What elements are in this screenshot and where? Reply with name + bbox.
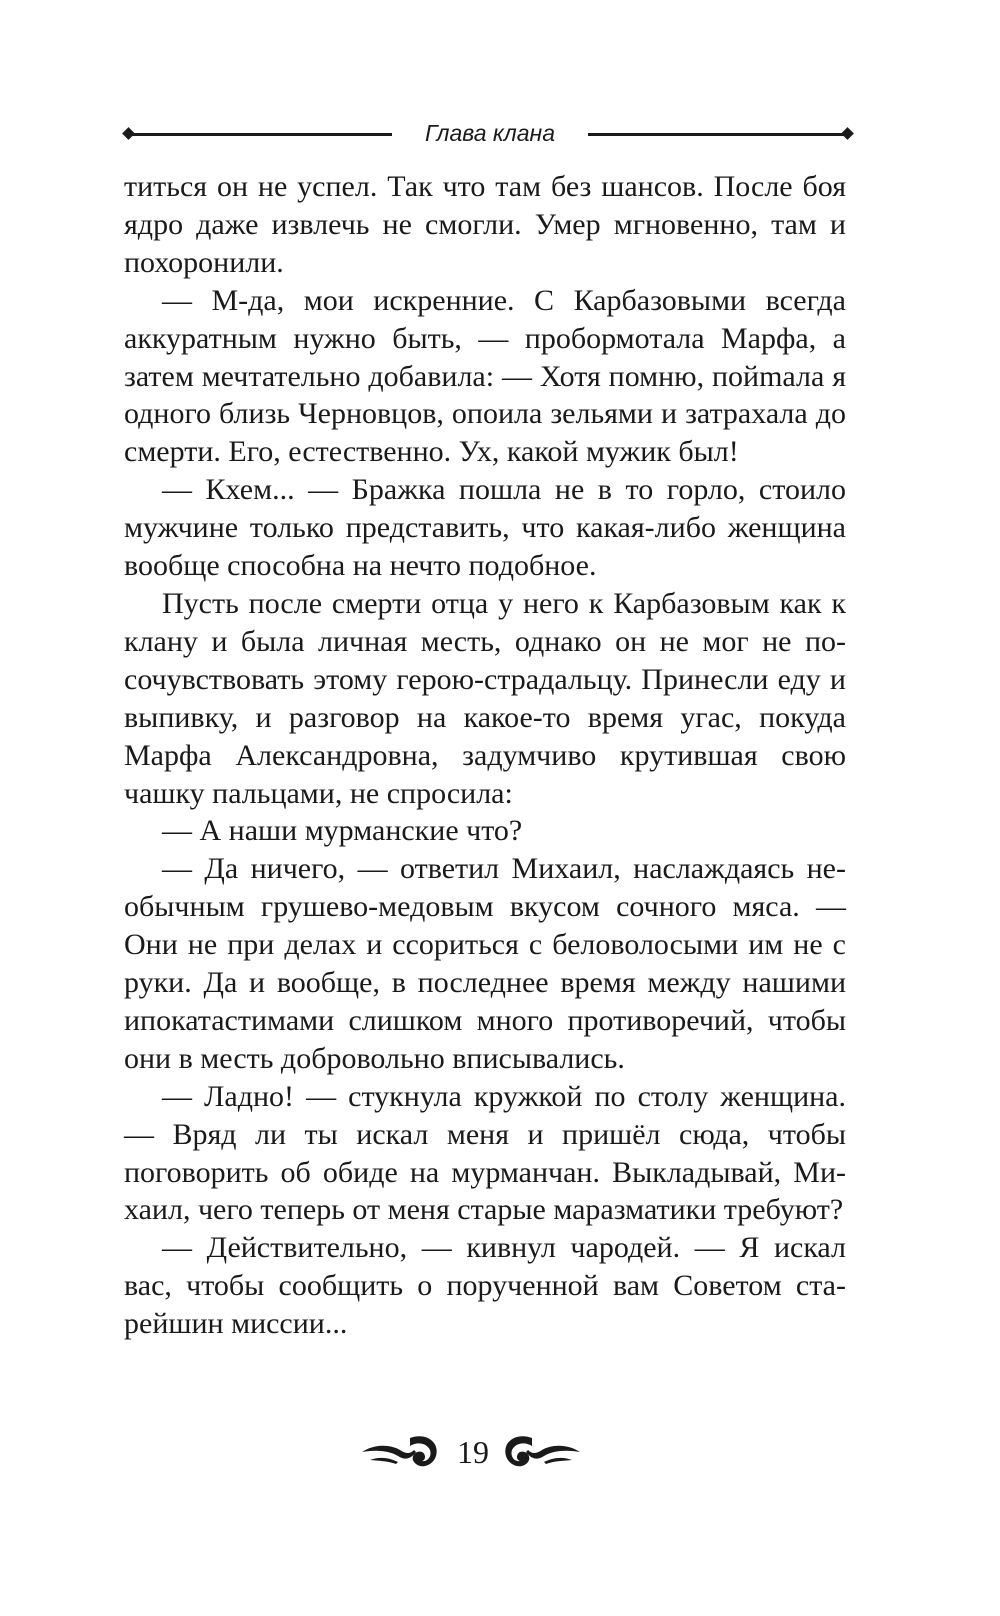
paragraph: — А наши мурманские что? — [162, 814, 523, 848]
scroll-ornament-icon — [360, 1430, 440, 1474]
header-rule-left — [130, 133, 392, 136]
body-text — [124, 168, 846, 1343]
header-rule-right — [588, 133, 850, 136]
scroll-ornament-icon — [502, 1430, 582, 1474]
paragraph: — Да ничего, — ответил Михаил, наслаждаясь необычным грушево-медовым вкусом сочного мяса. — Они не при делах и ссориться с беловолосыми им не с руки. Да и вообще, в последнее время между нашими ипокатастимами слишком много противоречий, чтобы они в месть добровольно вписывались. — [124, 852, 846, 1075]
paragraph: Пусть после смерти отца у него к Карбазовым как к клану и была личная месть, однако он не мог не посочувствовать этому герою-страдальцу. Принесли еду и выпивку, и разговор на какое-то время угас, покуда Марфа Александровна, задумчиво крутившая свою чашку пальцами, не спросила: — [124, 586, 846, 810]
page-footer — [360, 1426, 640, 1486]
diamond-ornament-icon — [841, 127, 854, 140]
paragraph: — Действительно, — кивнул чародей. — Я искал вас, чтобы сообщить о порученной вам Советом старейшин миссии... — [124, 1231, 846, 1341]
paragraph: — Ладно! — стукнула кружкой по столу женщина. — Вряд ли ты искал меня и пришёл сюда, чтобы поговорить об обиде на мурманчан. Выкладывай, Михаил, чего теперь от меня старые маразматики требуют? — [124, 1079, 846, 1227]
paragraph: титься он не успел. Так что там без шансов. После боя ядро даже извлечь не смогли. Умер мгновенно, там и похоронили. — [124, 170, 846, 279]
paragraph: — Кхем... — Бражка пошла не в то горло, стоило мужчине только представить, что какая-либо женщина вообще способна на нечто подобное. — [124, 473, 846, 583]
page-number: 19 — [457, 1434, 489, 1470]
running-header-title: Глава клана — [424, 120, 555, 146]
running-header — [122, 118, 858, 148]
paragraph: — М-да, мои искренние. С Карбазовыми всегда аккуратным нужно быть, — пробормотала Марфа, а затем мечтательно добавила: — Хотя помню, пойmала я одного близь Черновцов, опоила зельями и затрахала до смерти. Его, естественно. Ух, какой мужик был! — [124, 283, 846, 469]
